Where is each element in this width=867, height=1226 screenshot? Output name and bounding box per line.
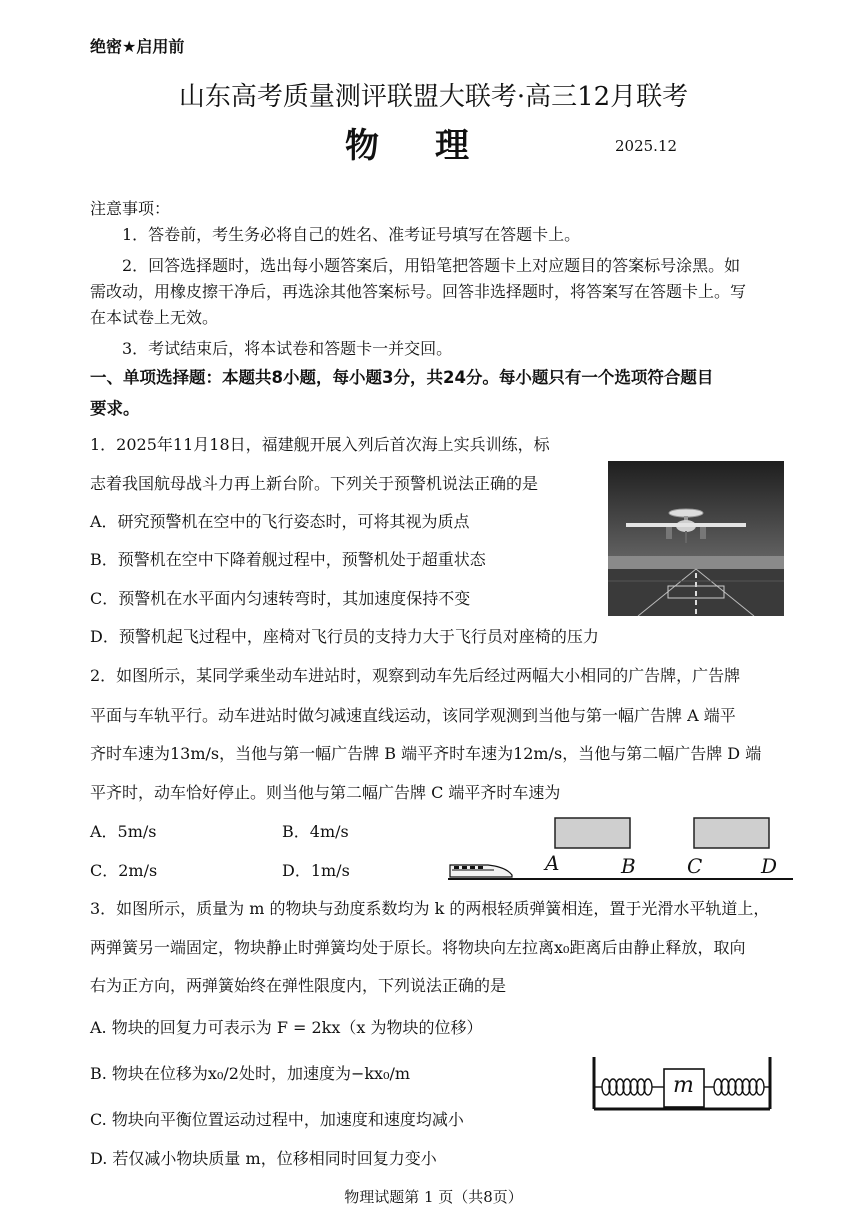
billboard-label-b: B: [621, 854, 636, 878]
q1-stem-1: 1．2025年11月18日，福建舰开展入列后首次海上实兵训练，标: [90, 435, 550, 454]
billboard-label-a: A: [545, 851, 560, 875]
q1-option-c: C．预警机在水平面内匀速转弯时，其加速度保持不变: [90, 589, 471, 608]
q2-stem-1: 2．如图所示，某同学乘坐动车进站时，观察到动车先后经过两幅大小相同的广告牌，广告牌: [90, 666, 741, 685]
q1-option-a: A．研究预警机在空中的飞行姿态时，可将其视为质点: [90, 512, 470, 531]
billboard-2: [694, 818, 769, 848]
q1-option-d: D．预警机起飞过程中，座椅对飞行员的支持力大于飞行员对座椅的压力: [90, 627, 599, 646]
section-heading: 一、单项选择题：本题共8小题，每小题3分，共24分。每小题只有一个选项符合题目: [90, 368, 714, 387]
q2-stem-3: 齐时车速为13m/s，当他与第一幅广告牌 B 端平齐时车速为12m/s，当他与第二幅广告牌 D 端: [90, 744, 762, 763]
q3-option-d: D. 若仅减小物块质量 m，位移相同时回复力变小: [90, 1149, 437, 1168]
q3-option-a: A. 物块的回复力可表示为 F = 2kx（x 为物块的位移）: [90, 1018, 483, 1037]
billboard-label-c: C: [687, 854, 703, 878]
notice-title: 注意事项：: [90, 199, 171, 218]
q2-option-a: A．5m/s: [90, 822, 157, 841]
notice-line-2b: 需改动，用橡皮擦干净后，再选涂其他答案标号。回答非选择题时，将答案写在答题卡上。写: [90, 282, 747, 301]
billboard-label-d: D: [761, 854, 778, 878]
q1-stem-2: 志着我国航母战斗力再上新台阶。下列关于预警机说法正确的是: [90, 474, 539, 493]
exam-date: 2025.12: [615, 137, 678, 155]
section-heading-cont: 要求。: [90, 399, 140, 418]
q2-option-c: C．2m/s: [90, 861, 158, 880]
q3-option-b: B. 物块在位移为x₀/2处时，加速度为−kx₀/m: [90, 1064, 411, 1083]
page-footer: 物理试题第 1 页（共8页）: [344, 1188, 523, 1206]
aircraft-photo: [608, 461, 784, 616]
q1-option-b: B．预警机在空中下降着舰过程中，预警机处于超重状态: [90, 550, 486, 569]
q3-stem-1: 3．如图所示，质量为 m 的物块与劲度系数均为 k 的两根轻质弹簧相连，置于光滑水平轨道上，: [90, 899, 770, 918]
q3-option-c: C. 物块向平衡位置运动过程中，加速度和速度均减小: [90, 1110, 464, 1129]
notice-line-1: 1．答卷前，考生务必将自己的姓名、准考证号填写在答题卡上。: [122, 225, 581, 244]
right-spring-icon: [704, 1079, 770, 1095]
q3-stem-3: 右为正方向，两弹簧始终在弹性限度内，下列说法正确的是: [90, 976, 507, 995]
billboard-1: [555, 818, 630, 848]
secret-label: 绝密★启用前: [90, 37, 185, 56]
mass-label: m: [673, 1073, 694, 1098]
q2-stem-4: 平齐时，动车恰好停止。则当他与第二幅广告牌 C 端平齐时车速为: [90, 783, 561, 802]
notice-line-3: 3．考试结束后，将本试卷和答题卡一并交回。: [122, 339, 453, 358]
notice-line-2a: 2．回答选择题时，选出每小题答案后，用铅笔把答题卡上对应题目的答案标号涂黑。如: [122, 256, 741, 275]
subject-title: 物理: [345, 126, 525, 166]
q2-option-d: D．1m/s: [282, 861, 350, 880]
notice-line-2c: 在本试卷上无效。: [90, 308, 219, 327]
q2-stem-2: 平面与车轨平行。动车进站时做匀减速直线运动，该同学观测到当他与第一幅广告牌 A 端平: [90, 706, 736, 725]
q3-stem-2: 两弹簧另一端固定，物块静止时弹簧均处于原长。将物块向左拉离x₀距离后由静止释放，取向: [90, 938, 746, 957]
q2-option-b: B．4m/s: [282, 822, 349, 841]
left-spring-icon: [594, 1079, 664, 1095]
exam-title: 山东高考质量测评联盟大联考·高三12月联考: [178, 82, 689, 112]
